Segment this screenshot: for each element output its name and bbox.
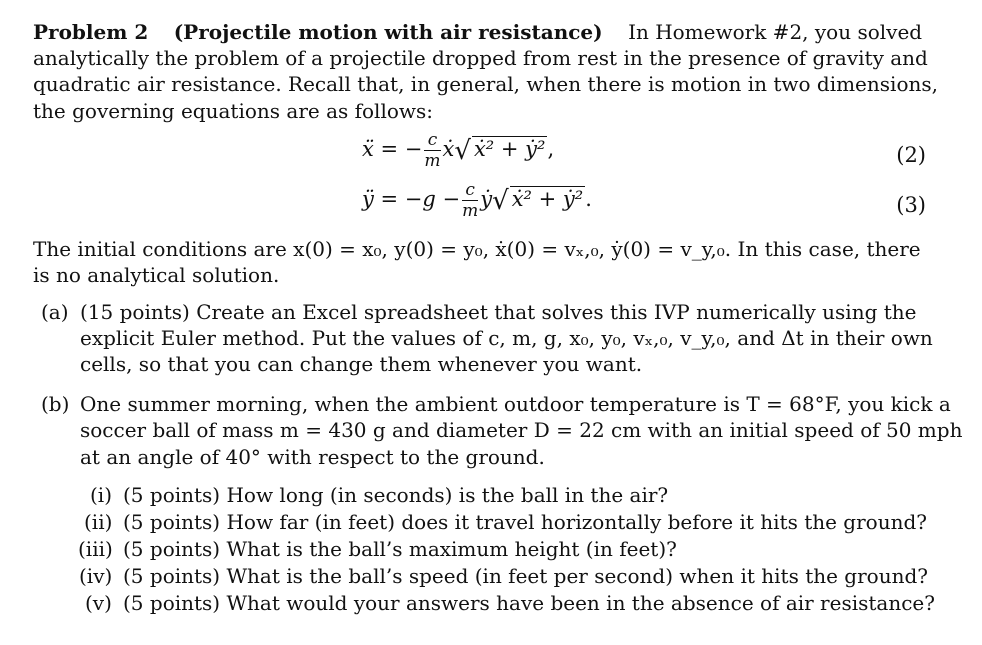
equation-3-numerator: c (462, 180, 478, 201)
equation-3-lhs: ÿ = −g − (362, 187, 461, 211)
sqrt-symbol: √ (492, 186, 509, 216)
part-a-line3: cells, so that you can change them whenever you want. (80, 352, 643, 376)
part-b-line3: at an angle of 40° with respect to the ground. (80, 445, 545, 469)
problem-label: Problem 2 (33, 20, 149, 44)
subpart-i-label: (i) (90, 483, 113, 507)
subpart-iii-label: (iii) (78, 537, 113, 561)
problem-intro-line4: the governing equations are as follows: (33, 99, 434, 123)
subpart-i-text: (5 points) How long (in seconds) is the ball in the air? (123, 483, 669, 507)
part-a-line1: (15 points) Create an Excel spreadsheet that solves this IVP numerically using the (80, 300, 917, 324)
initial-conditions-line2: is no analytical solution. (33, 263, 280, 287)
subpart-v-label: (v) (85, 591, 112, 615)
equation-2-lhs: ẍ = − (362, 137, 423, 161)
equation-3-denominator: m (462, 201, 479, 221)
equation-3-factor: ẏ (480, 187, 493, 211)
equation-2-fraction (424, 130, 440, 171)
equation-2 (362, 130, 554, 171)
problem-title: (Projectile motion with air resistance) (173, 20, 603, 44)
part-b-label: (b) (41, 392, 70, 416)
part-b-line1: One summer morning, when the ambient outdoor temperature is T = 68°F, you kick a (80, 392, 951, 416)
subpart-iii-text: (5 points) What is the ball’s maximum height (in feet)? (123, 537, 677, 561)
problem-heading (33, 20, 926, 44)
equation-2-factor: ẋ (442, 137, 455, 161)
subpart-iv-text: (5 points) What is the ball’s speed (in feet per second) when it hits the ground? (123, 564, 928, 588)
initial-conditions-line1: The initial conditions are x(0) = x₀, y(0) = y₀, ẋ(0) = vₓ,₀, ẏ(0) = v_y,₀. In this case, there (33, 237, 921, 261)
equation-3 (362, 180, 592, 221)
equation-2-radicand: ẋ² + ẏ² (473, 137, 546, 161)
equation-3-fraction (462, 180, 478, 221)
part-a-label: (a) (41, 300, 69, 324)
equation-2-denominator: m (424, 151, 441, 171)
problem-intro-start: In Homework #2, you solved (628, 20, 923, 44)
equation-2-numerator: c (424, 130, 440, 151)
equation-2-tail: , (547, 137, 555, 161)
problem-intro-line3: quadratic air resistance. Recall that, in general, when there is motion in two dimensions, (33, 72, 938, 96)
equation-2-number: (2) (896, 143, 926, 167)
problem-intro-line2: analytically the problem of a projectile dropped from rest in the presence of gravity and (33, 46, 928, 70)
part-b-line2: soccer ball of mass m = 430 g and diameter D = 22 cm with an initial speed of 50 mph (80, 418, 963, 442)
subpart-ii-text: (5 points) How far (in feet) does it travel horizontally before it hits the ground? (123, 510, 927, 534)
equation-3-tail: . (585, 187, 592, 211)
equation-3-number: (3) (896, 193, 926, 217)
subpart-v-text: (5 points) What would your answers have been in the absence of air resistance? (123, 591, 935, 615)
part-a-line2: explicit Euler method. Put the values of c, m, g, x₀, y₀, vₓ,₀, v_y,₀, and Δt in their own (80, 326, 933, 350)
subpart-iv-label: (iv) (79, 564, 113, 588)
subpart-ii-label: (ii) (84, 510, 113, 534)
sqrt-symbol: √ (454, 136, 471, 166)
equation-3-radicand: ẋ² + ẏ² (511, 187, 584, 211)
